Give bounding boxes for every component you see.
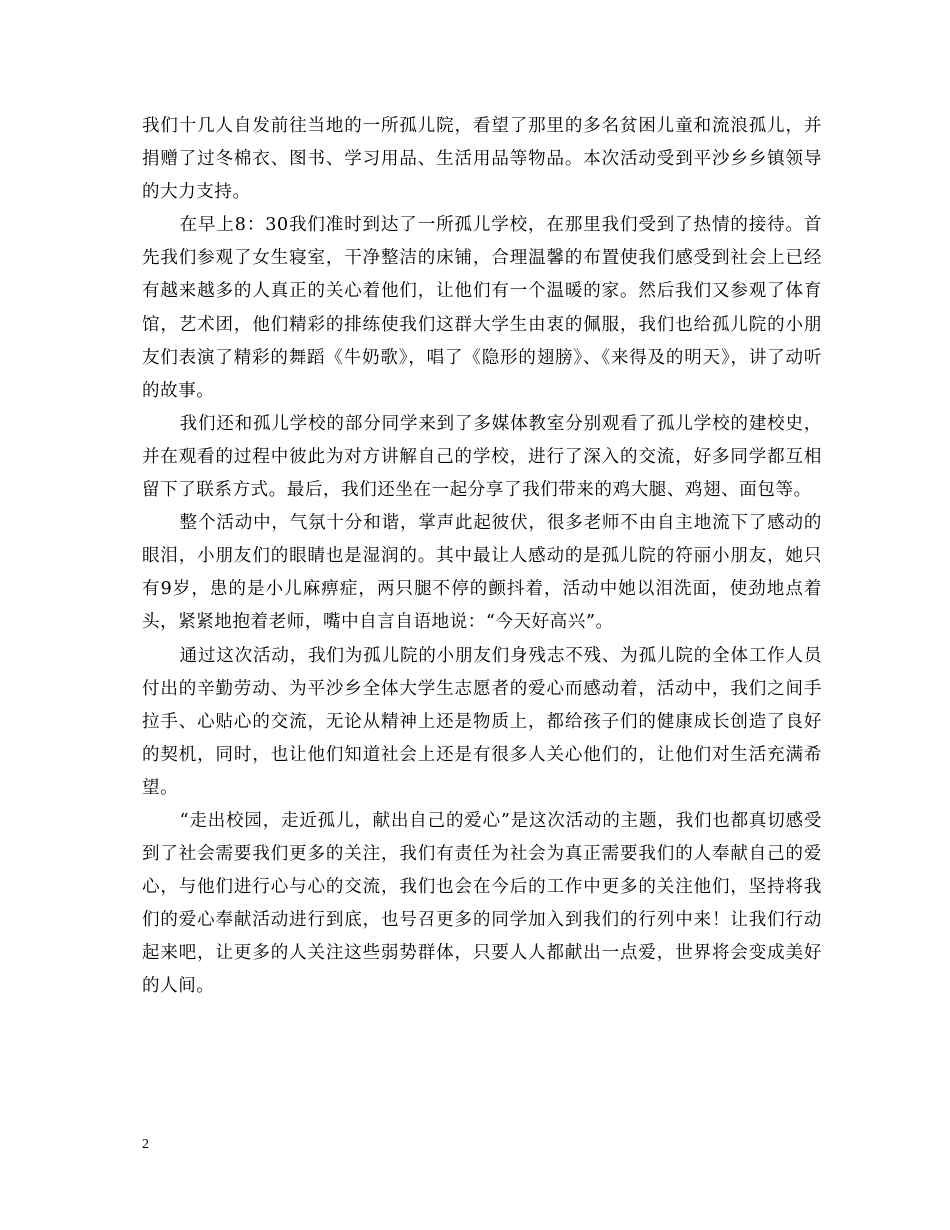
paragraph-6: “走出校园，走近孤儿，献出自己的爱心”是这次活动的主题，我们也都真切感受到了社会需要我们更多的关注，我们有责任为社会为真正需要我们的人奉献自己的爱心，与他们进行心与心的交流，我们也会在今后的工作中更多的关注他们，坚持将我们的爱心奉献活动进行到底，也号召更多的同学加入到我们的行列中来！让我们行动起来吧，让更多的人关注这些弱势群体，只要人人都献出一点爱，世界将会变成美好的人间。: [142, 810, 822, 997]
paragraph-2: 在早上8：30我们准时到达了一所孤儿学校，在那里我们受到了热情的接待。首先我们参观了女生寝室，干净整洁的床铺，合理温馨的布置使我们感受到社会上已经有越来越多的人真正的关心着他们，让他们有一个温暖的家。然后我们又参观了体育馆，艺术团，他们精彩的排练使我们这群大学生由衷的佩服，我们也给孤儿院的小朋友们表演了精彩的舞蹈《牛奶歌》，唱了《隐形的翅膀》、《来得及的明天》，讲了动听的故事。: [142, 215, 822, 401]
paragraph-1: 我们十几人自发前往当地的一所孤儿院，看望了那里的多名贫困儿童和流浪孤儿，并捐赠了过冬棉衣、图书、学习用品、生活用品等物品。本次活动受到平沙乡乡镇领导的大力支持。: [142, 116, 822, 203]
page-number: 2: [142, 1137, 149, 1152]
document-body: [142, 110, 822, 1004]
paragraph-4: 整个活动中，气氛十分和谐，掌声此起彼伏，很多老师不由自主地流下了感动的眼泪，小朋友们的眼睛也是湿润的。其中最让人感动的是孤儿院的符丽小朋友，她只有9岁，患的是小儿麻痹症，两只腿不停的颤抖着，活动中她以泪洗面，使劲地点着头，紧紧地抱着老师，嘴中自言自语地说：“今天好高兴”。: [142, 513, 822, 633]
paragraph-5: 通过这次活动，我们为孤儿院的小朋友们身残志不残、为孤儿院的全体工作人员付出的辛勤劳动、为平沙乡全体大学生志愿者的爱心而感动着，活动中，我们之间手拉手、心贴心的交流，无论从精神上还是物质上，都给孩子们的健康成长创造了良好的契机，同时，也让他们知道社会上还是有很多人关心他们的，让他们对生活充满希望。: [142, 645, 822, 798]
paragraph-3: 我们还和孤儿学校的部分同学来到了多媒体教室分别观看了孤儿学校的建校史，并在观看的过程中彼此为对方讲解自己的学校，进行了深入的交流，好多同学都互相留下了联系方式。最后，我们还坐在一起分享了我们带来的鸡大腿、鸡翅、面包等。: [142, 413, 822, 501]
